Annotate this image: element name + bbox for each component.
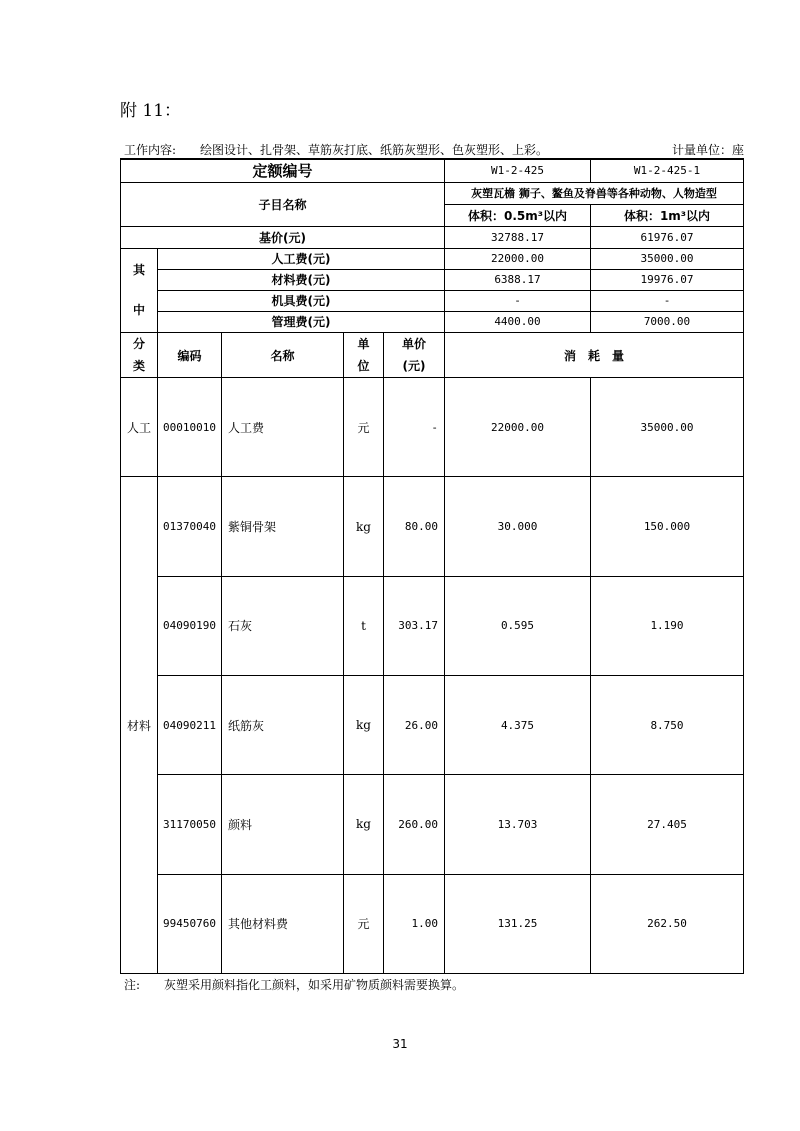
row-code: 31170050 [158,775,222,874]
row-qty-1: 30.000 [445,477,591,576]
row-qty-2: 262.50 [591,874,744,973]
volume-2: 体积：1m³以内 [591,204,744,226]
row-qty-1: 4.375 [445,676,591,775]
col-name: 名称 [222,333,344,378]
row-name: 纸筋灰 [222,676,344,775]
row-unit: kg [344,477,384,576]
machine-cost-2: - [591,290,744,311]
table-row [121,477,744,576]
labor-cost-1: 22000.00 [445,248,591,269]
row-price: 1.00 [384,874,445,973]
col-unit [344,333,384,378]
item-name-label: 子目名称 [121,182,445,226]
work-content: 工作内容: 绘图设计、扎骨架、草筋灰打底、纸筋灰塑形、色灰塑形、上彩。 [124,143,549,157]
col-category-bottom: 类 [132,359,145,374]
management-cost-1: 4400.00 [445,311,591,332]
appendix-title: 附 11： [120,101,182,121]
row-qty-2: 35000.00 [591,378,744,477]
row-qty-2: 150.000 [591,477,744,576]
base-price-1: 32788.17 [445,226,591,248]
page-number: 31 [392,1037,408,1051]
row-price: 303.17 [384,576,445,675]
row-code: 99450760 [158,874,222,973]
volume-1: 体积：0.5m³以内 [445,204,591,226]
table-row [121,378,744,477]
row-name: 石灰 [222,576,344,675]
machine-cost-label: 机具费(元) [158,290,445,311]
row-name: 颜料 [222,775,344,874]
table-row [121,775,744,874]
row-qty-1: 131.25 [445,874,591,973]
row-qty-2: 27.405 [591,775,744,874]
row-unit: t [344,576,384,675]
col-price-bottom: (元) [402,359,426,374]
row-name: 紫铜骨架 [222,477,344,576]
row-name: 人工费 [222,378,344,477]
labor-cost-2: 35000.00 [591,248,744,269]
row-code: 04090190 [158,576,222,675]
material-cost-2: 19976.07 [591,269,744,290]
row-name: 其他材料费 [222,874,344,973]
row-qty-1: 22000.00 [445,378,591,477]
row-code: 00010010 [158,378,222,477]
labor-cost-label: 人工费(元) [158,248,445,269]
row-qty-1: 0.595 [445,576,591,675]
row-code: 04090211 [158,676,222,775]
col-code: 编码 [158,333,222,378]
machine-cost-1: - [445,290,591,311]
footnote: 注: 灰塑采用颜料指化工颜料，如采用矿物质颜料需要换算。 [124,978,465,992]
material-cost-label: 材料费(元) [158,269,445,290]
row-price: 26.00 [384,676,445,775]
row-qty-2: 1.190 [591,576,744,675]
breakdown-group-top: 其 [132,263,145,278]
labor-category: 人工 [121,378,158,477]
table-row [121,874,744,973]
col-price [384,333,445,378]
item-name: 灰塑瓦檐 狮子、鳌鱼及脊兽等各种动物、人物造型 [445,182,744,204]
quota-code-2: W1-2-425-1 [591,159,744,182]
col-consumption: 消 耗 量 [445,333,744,378]
unit-note: 计量单位：座 [671,143,744,157]
col-unit-bottom: 位 [357,359,370,374]
management-cost-label: 管理费(元) [158,311,445,332]
base-price-label: 基价(元) [121,226,445,248]
table-row [121,676,744,775]
row-unit: 元 [344,874,384,973]
row-unit: kg [344,775,384,874]
row-unit: kg [344,676,384,775]
base-price-2: 61976.07 [591,226,744,248]
row-qty-2: 8.750 [591,676,744,775]
material-category: 材料 [121,477,158,974]
quota-code-1: W1-2-425 [445,159,591,182]
col-category-top: 分 [132,337,145,352]
material-cost-1: 6388.17 [445,269,591,290]
table-row [121,576,744,675]
breakdown-group-bottom: 中 [132,303,145,318]
management-cost-2: 7000.00 [591,311,744,332]
col-price-top: 单价 [401,337,426,352]
row-code: 01370040 [158,477,222,576]
row-qty-1: 13.703 [445,775,591,874]
row-price: 80.00 [384,477,445,576]
quota-code-label: 定额编号 [121,159,445,182]
col-unit-top: 单 [357,337,370,352]
breakdown-group-label [121,248,158,332]
col-category [121,333,158,378]
row-unit: 元 [344,378,384,477]
row-price: 260.00 [384,775,445,874]
quota-table [120,158,744,974]
row-price: - [384,378,445,477]
